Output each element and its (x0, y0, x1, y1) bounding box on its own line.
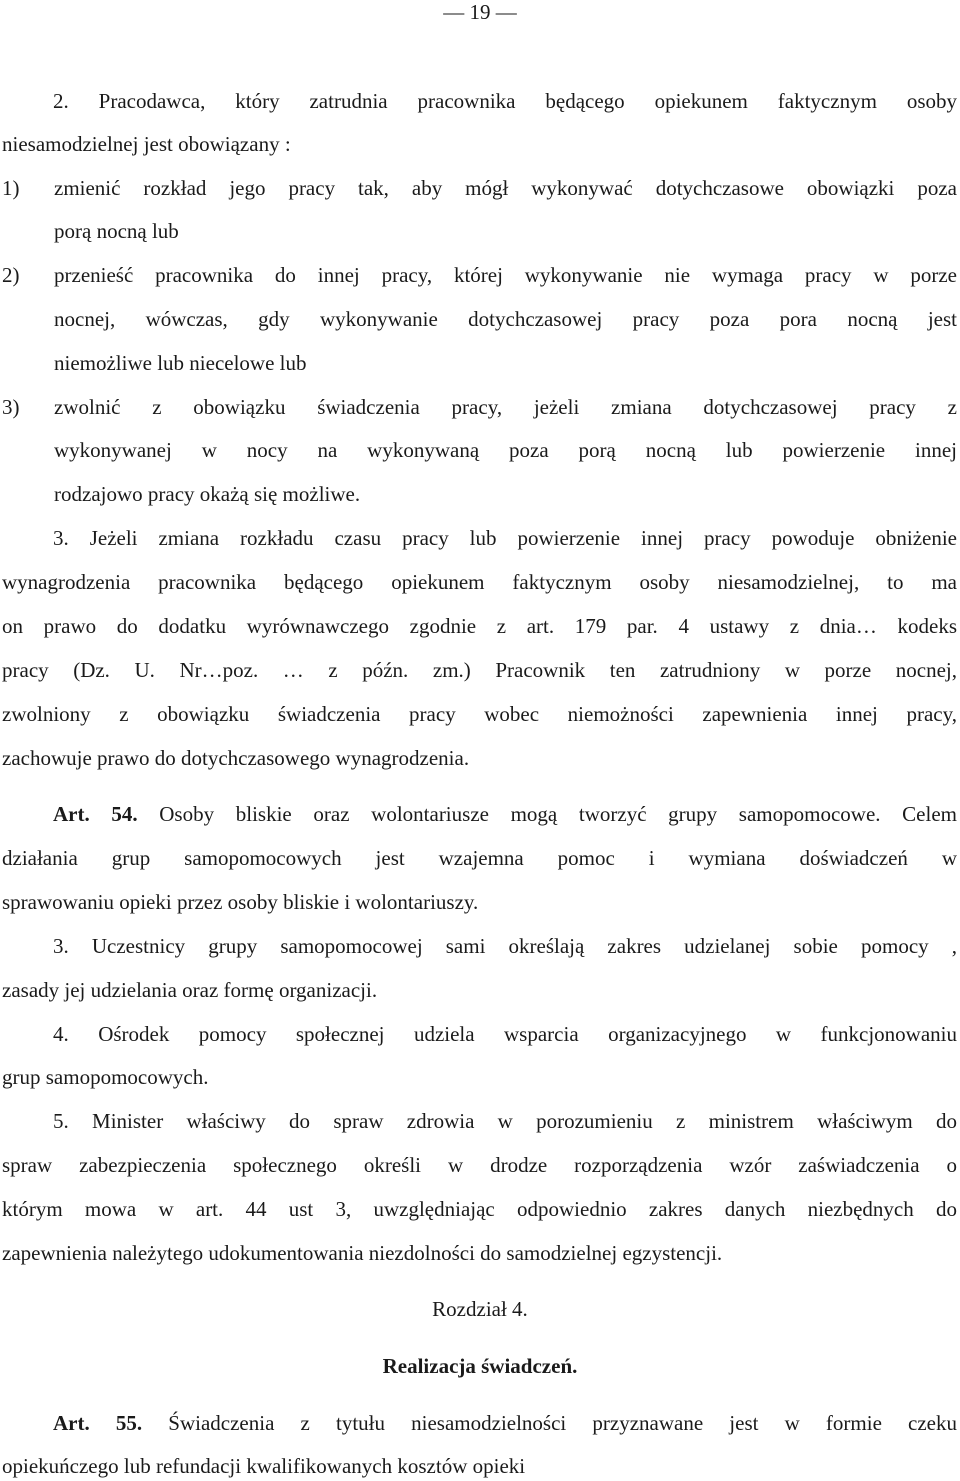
article-54-point-5-line-4: zapewnienia należytego udokumentowania niezdolności do samodzielnej egzystencji. (2, 1241, 723, 1265)
chapter-number: Rozdział 4. (432, 1297, 528, 1321)
article-54-point-5-line-3: którym mowa w art. 44 ust 3, uwzględniając odpowiednio zakres danych niezbędnych do (2, 1197, 957, 1221)
item-1-line-2: porą nocną lub (54, 219, 179, 243)
article-54-point-4-line-2: grup samopomocowych. (2, 1065, 209, 1089)
paragraph-3-line-5: zwolniony z obowiązku świadczenia pracy wobec niemożności zapewnienia innej pracy, (2, 702, 957, 726)
item-2-number: 2) (2, 263, 20, 287)
article-54-point-3-line-1: 3. Uczestnicy grupy samopomocowej sami określają zakres udzielanej sobie pomocy , (53, 934, 957, 958)
article-54-line-1 (53, 801, 957, 827)
article-54-label: Art. 54. (53, 802, 138, 826)
chapter-title: Realizacja świadczeń. (382, 1354, 578, 1378)
paragraph-3-line-6: zachowuje prawo do dotychczasowego wynagrodzenia. (2, 746, 470, 770)
article-54-point-5-line-1: 5. Minister właściwy do spraw zdrowia w porozumieniu z ministrem właściwym do (53, 1109, 957, 1133)
article-55-line-2: opiekuńczego lub refundacji kwalifikowanych kosztów opieki (2, 1454, 526, 1478)
article-55-text: Świadczenia z tytułu niesamodzielności przyznawane jest w formie czeku (142, 1411, 957, 1435)
paragraph-3-line-2: wynagrodzenia pracownika będącego opiekunem faktycznym osoby niesamodzielnej, to ma (2, 570, 957, 594)
item-2-line-3: niemożliwe lub niecelowe lub (54, 351, 307, 375)
item-2-line-2: nocnej, wówczas, gdy wykonywanie dotychczasowej pracy poza pora nocną jest (54, 307, 957, 331)
paragraph-3-line-1: 3. Jeżeli zmiana rozkładu czasu pracy lub powierzenie innej pracy powoduje obniżenie (53, 526, 957, 550)
article-54-line-3: sprawowaniu opieki przez osoby bliskie i wolontariuszy. (2, 890, 479, 914)
item-1-line-1: zmienić rozkład jego pracy tak, aby mógł wykonywać dotychczasowe obowiązki poza (54, 176, 957, 200)
article-54-text: Osoby bliskie oraz wolontariusze mogą tworzyć grupy samopomocowe. Celem (137, 802, 957, 826)
article-54-point-3-line-2: zasady jej udzielania oraz formę organizacji. (2, 978, 378, 1002)
item-3-line-2: wykonywanej w nocy na wykonywaną poza porą nocną lub powierzenie innej (54, 438, 957, 462)
page-number: — 19 — (443, 0, 517, 24)
item-3-line-1: zwolnić z obowiązku świadczenia pracy, jeżeli zmiana dotychczasowej pracy z (54, 395, 957, 419)
item-2-line-1: przenieść pracownika do innej pracy, której wykonywanie nie wymaga pracy w porze (54, 263, 957, 287)
article-55-line-1 (53, 1410, 957, 1436)
paragraph-2-line-1: 2. Pracodawca, który zatrudnia pracownika będącego opiekunem faktycznym osoby (53, 89, 957, 113)
paragraph-2-line-2: niesamodzielnej jest obowiązany : (2, 132, 291, 156)
article-54-point-4-line-1: 4. Ośrodek pomocy społecznej udziela wsparcia organizacyjnego w funkcjonowaniu (53, 1022, 957, 1046)
paragraph-3-line-4: pracy (Dz. U. Nr…poz. … z późn. zm.) Pracownik ten zatrudniony w porze nocnej, (2, 658, 957, 682)
paragraph-3-line-3: on prawo do dodatku wyrównawczego zgodnie z art. 179 par. 4 ustawy z dnia… kodeks (2, 614, 957, 638)
article-54-line-2: działania grup samopomocowych jest wzajemna pomoc i wymiana doświadczeń w (2, 846, 957, 870)
article-54-point-5-line-2: spraw zabezpieczenia społecznego określi w drodze rozporządzenia wzór zaświadczenia o (2, 1153, 957, 1177)
article-55-label: Art. 55. (53, 1411, 143, 1435)
item-3-line-3: rodzajowo pracy okażą się możliwe. (54, 482, 361, 506)
item-1-number: 1) (2, 176, 20, 200)
item-3-number: 3) (2, 395, 20, 419)
